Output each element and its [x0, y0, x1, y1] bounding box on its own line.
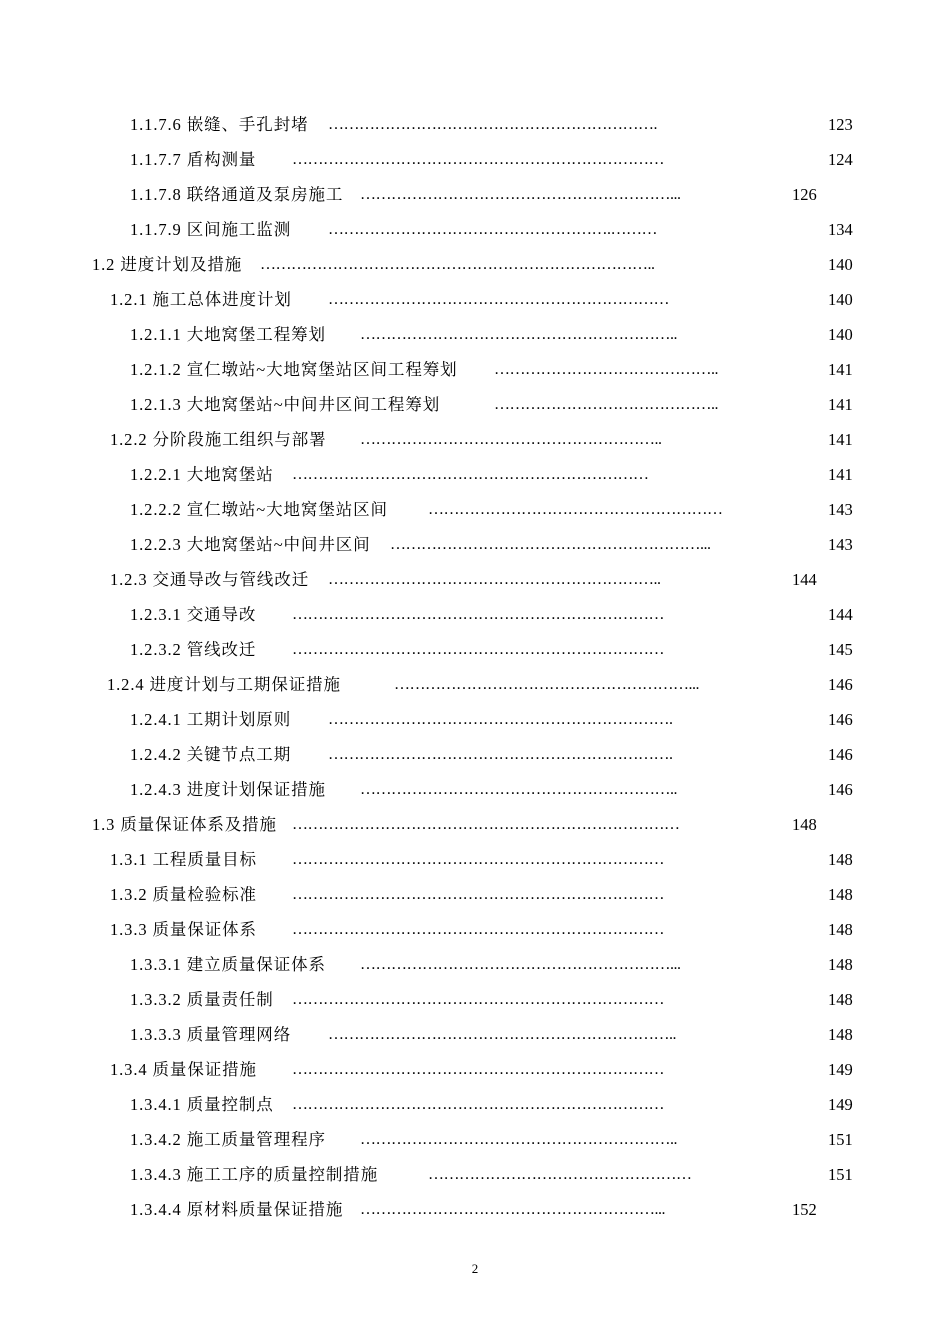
toc-entry-page-number: 148	[828, 920, 853, 939]
toc-entry-leader: ……………………………………………………...	[360, 186, 681, 203]
toc-entry[interactable]	[92, 251, 858, 279]
toc-entry[interactable]	[110, 916, 858, 944]
toc-entry-leader: ………………………………………………………………	[292, 991, 664, 1008]
toc-entry-title: 1.3.3.2 质量责任制	[130, 990, 274, 1009]
toc-entry-title: 1.3.4.2 施工质量管理程序	[130, 1130, 326, 1149]
toc-entry-leader: ……………………………………………………..	[360, 326, 677, 343]
toc-entry[interactable]	[130, 216, 858, 244]
toc-entry[interactable]	[130, 601, 858, 629]
toc-entry-leader: ……………………………………..	[494, 361, 718, 378]
toc-entry-page-number: 148	[792, 815, 817, 834]
toc-entry-leader: …………………………………………………………………..	[260, 256, 655, 273]
toc-entry-page-number: 126	[792, 185, 817, 204]
toc-entry-page-number: 134	[828, 220, 853, 239]
toc-entry[interactable]	[92, 811, 822, 839]
toc-entry-leader: ……………………………………………………..	[360, 1131, 677, 1148]
page-number: 2	[471, 1261, 479, 1276]
toc-entry-leader: ……………………………………………	[428, 1166, 692, 1183]
toc-entry-leader: ………………………………………………………………	[292, 606, 664, 623]
toc-entry-page-number: 141	[828, 360, 853, 379]
toc-entry[interactable]	[110, 426, 858, 454]
toc-entry-title: 1.2.3.2 管线改迁	[130, 640, 257, 659]
toc-entry[interactable]	[130, 951, 858, 979]
toc-entry-leader: ………………………………………………………………	[292, 886, 664, 903]
toc-entry[interactable]	[130, 706, 858, 734]
toc-entry[interactable]	[130, 531, 858, 559]
toc-entry-title: 1.2.2 分阶段施工组织与部署	[110, 430, 327, 449]
toc-entry-page-number: 141	[828, 395, 853, 414]
toc-entry-page-number: 146	[828, 675, 853, 694]
toc-entry-leader: …………………………………………………...	[360, 1201, 665, 1218]
toc-entry[interactable]	[130, 356, 858, 384]
toc-entry-title: 1.3.3.1 建立质量保证体系	[130, 955, 326, 974]
toc-entry[interactable]	[110, 846, 858, 874]
toc-entry-leader: ……………………………………………………...	[390, 536, 711, 553]
toc-entry-leader: ………………………………………………………………	[292, 1096, 664, 1113]
toc-entry-page-number: 148	[828, 990, 853, 1009]
toc-entry-page-number: 140	[828, 255, 853, 274]
toc-entry-page-number: 152	[792, 1200, 817, 1219]
toc-entry-page-number: 144	[828, 605, 853, 624]
toc-entry-page-number: 141	[828, 465, 853, 484]
toc-entry-page-number: 123	[828, 115, 853, 134]
toc-entry[interactable]	[110, 881, 858, 909]
toc-entry-leader: ……………………………………………………..	[360, 781, 677, 798]
toc-entry[interactable]	[130, 496, 858, 524]
toc-entry-leader: ……………………………………………….………	[328, 221, 657, 238]
toc-entry-title: 1.2.1.3 大地窝堡站~中间井区间工程筹划	[130, 395, 441, 414]
toc-entry-leader: ……………………………………………………...	[360, 956, 681, 973]
toc-entry[interactable]	[130, 391, 858, 419]
toc-entry-title: 1.3.3 质量保证体系	[110, 920, 257, 939]
toc-entry-title: 1.2.2.3 大地窝堡站~中间井区间	[130, 535, 371, 554]
toc-entry[interactable]	[110, 566, 822, 594]
toc-entry-page-number: 143	[828, 500, 853, 519]
toc-entry-leader: ………………………………………………………………	[292, 921, 664, 938]
toc-entry-leader: ………………………………………………………………	[292, 151, 664, 168]
toc-entry-title: 1.1.7.7 盾构测量	[130, 150, 257, 169]
toc-entry[interactable]	[130, 181, 822, 209]
toc-entry-page-number: 149	[828, 1060, 853, 1079]
toc-entry[interactable]	[130, 741, 858, 769]
toc-entry[interactable]	[130, 1126, 858, 1154]
toc-entry-page-number: 148	[828, 955, 853, 974]
toc-entry-leader: …………………………………………………..	[360, 431, 662, 448]
toc-entry[interactable]	[110, 286, 858, 314]
toc-entry-leader: ……………………………………………………………	[292, 466, 649, 483]
toc-entry[interactable]	[130, 1091, 858, 1119]
toc-entry-leader: …………………………………………………………………	[292, 816, 680, 833]
toc-entry-title: 1.2.2.1 大地窝堡站	[130, 465, 274, 484]
toc-entry-page-number: 148	[828, 885, 853, 904]
toc-entry-page-number: 151	[828, 1130, 853, 1149]
toc-entry-title: 1.2.1.2 宣仁墩站~大地窝堡站区间工程筹划	[130, 360, 458, 379]
toc-entry-page-number: 146	[828, 745, 853, 764]
toc-entry[interactable]	[110, 1056, 858, 1084]
toc-entry-page-number: 124	[828, 150, 853, 169]
toc-entry-leader: ………………………………………………………………	[292, 641, 664, 658]
toc-entry-leader: …………………………………………………...	[394, 676, 699, 693]
toc-entry[interactable]	[130, 111, 858, 139]
toc-entry-page-number: 149	[828, 1095, 853, 1114]
toc-entry-page-number: 146	[828, 780, 853, 799]
toc-entry[interactable]	[130, 1161, 858, 1189]
toc-entry-page-number: 140	[828, 290, 853, 309]
toc-entry-page-number: 145	[828, 640, 853, 659]
toc-entry-page-number: 146	[828, 710, 853, 729]
toc-entry-title: 1.2.2.2 宣仁墩站~大地窝堡站区间	[130, 500, 388, 519]
toc-entry-leader: …………………………………………………	[428, 501, 723, 518]
toc-entry-title: 1.2.4.1 工期计划原则	[130, 710, 292, 729]
toc-entry-leader: …………………………………………………………..	[328, 1026, 676, 1043]
toc-entry-page-number: 148	[828, 1025, 853, 1044]
toc-entry-leader: ………………………………………………………….	[328, 711, 673, 728]
toc-entry-leader: ……………………………………………………….	[328, 116, 657, 133]
toc-entry-title: 1.1.7.8 联络通道及泵房施工	[130, 185, 344, 204]
toc-entry-leader: ………………………………………………………………	[292, 1061, 664, 1078]
toc-entry-page-number: 141	[828, 430, 853, 449]
toc-entry-leader: ………………………………………………………………	[292, 851, 664, 868]
toc-entry-title: 1.3.4.1 质量控制点	[130, 1095, 274, 1114]
toc-entry-title: 1.3.1 工程质量目标	[110, 850, 257, 869]
toc-entry-title: 1.3.4.4 原材料质量保证措施	[130, 1200, 344, 1219]
toc-entry-title: 1.2.3 交通导改与管线改迁	[110, 570, 310, 589]
toc-entry-page-number: 144	[792, 570, 817, 589]
toc-entry-title: 1.2 进度计划及措施	[92, 255, 243, 274]
toc-entry-title: 1.3.2 质量检验标准	[110, 885, 257, 904]
toc-entry-title: 1.3.3.3 质量管理网络	[130, 1025, 292, 1044]
toc-entry-title: 1.2.1 施工总体进度计划	[110, 290, 292, 309]
toc-entry-title: 1.1.7.6 嵌缝、手孔封堵	[130, 115, 309, 134]
toc-entry[interactable]	[130, 461, 858, 489]
toc-entry-title: 1.2.4.3 进度计划保证措施	[130, 780, 326, 799]
toc-entry-leader: ……………………………………..	[494, 396, 718, 413]
toc-entry[interactable]	[130, 321, 858, 349]
toc-entry-page-number: 140	[828, 325, 853, 344]
toc-entry[interactable]	[130, 636, 858, 664]
toc-entry-title: 1.3.4 质量保证措施	[110, 1060, 257, 1079]
toc-entry[interactable]	[107, 671, 858, 699]
toc-entry[interactable]	[130, 146, 858, 174]
toc-entry-leader: …………………………………………………………	[328, 291, 669, 308]
toc-entry-page-number: 151	[828, 1165, 853, 1184]
toc-entry-leader: ………………………………………………………..	[328, 571, 661, 588]
toc-entry-title: 1.2.3.1 交通导改	[130, 605, 257, 624]
toc-entry-title: 1.2.1.1 大地窝堡工程筹划	[130, 325, 326, 344]
toc-entry-title: 1.3 质量保证体系及措施	[92, 815, 277, 834]
toc-entry-leader: ………………………………………………………….	[328, 746, 673, 763]
toc-entry[interactable]	[130, 986, 858, 1014]
toc-entry[interactable]	[130, 1021, 858, 1049]
toc-entry[interactable]	[130, 1196, 822, 1224]
toc-entry-title: 1.3.4.3 施工工序的质量控制措施	[130, 1165, 379, 1184]
toc-entry-title: 1.2.4 进度计划与工期保证措施	[107, 675, 341, 694]
toc-entry-page-number: 143	[828, 535, 853, 554]
toc-entry-page-number: 148	[828, 850, 853, 869]
toc-entry[interactable]	[130, 776, 858, 804]
toc-entry-title: 1.1.7.9 区间施工监测	[130, 220, 292, 239]
toc-entry-title: 1.2.4.2 关键节点工期	[130, 745, 292, 764]
